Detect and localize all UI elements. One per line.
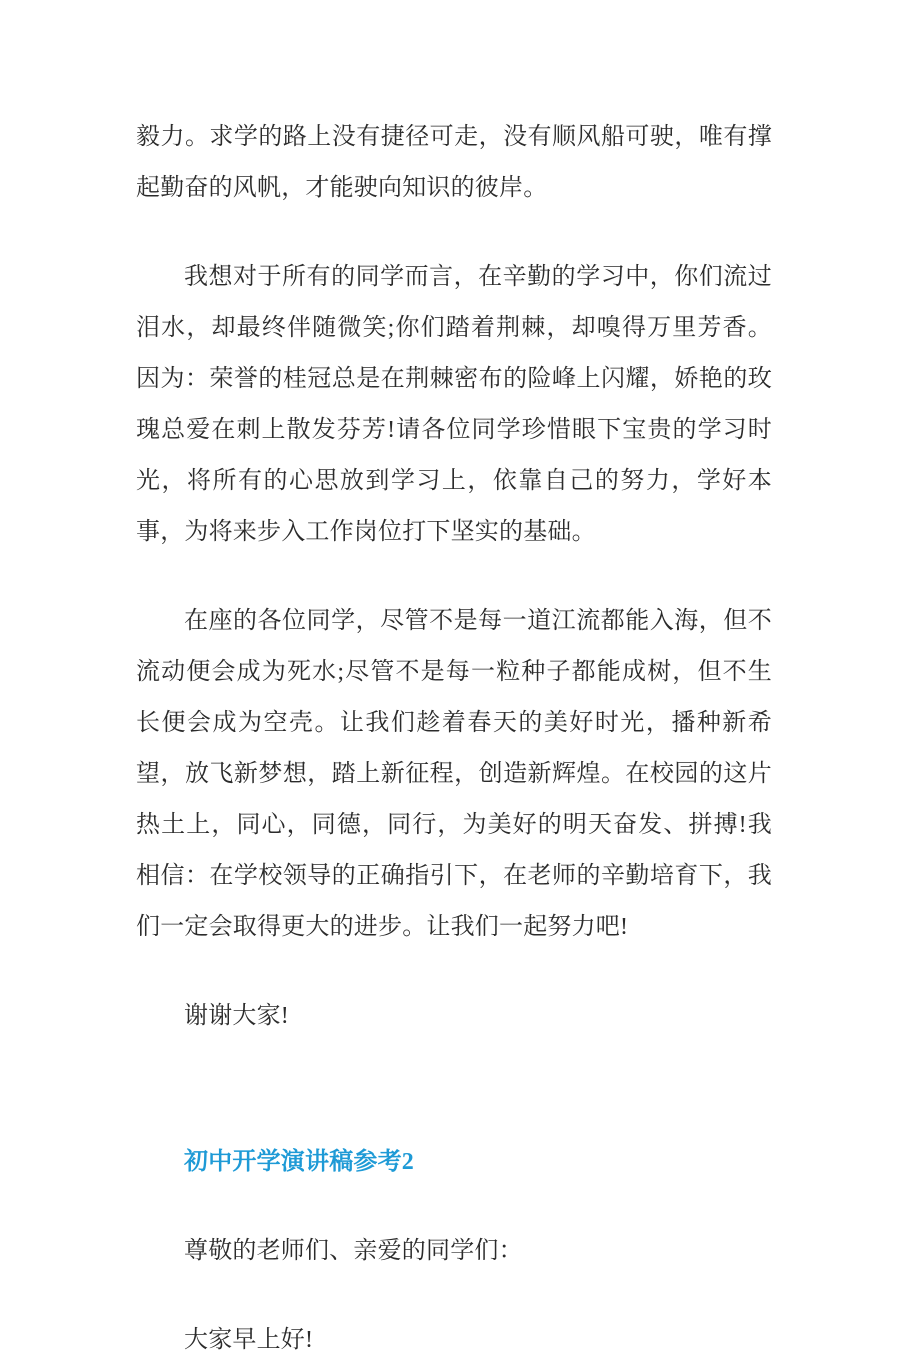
paragraph-thanks: 谢谢大家! — [184, 1003, 289, 1029]
top-spacer — [136, 0, 772, 112]
paragraph-students-tears: 我想对于所有的同学而言，在辛勤的学习中，你们流过泪水，却最终伴随微笑;你们踏着荆棘，却嗅得万里芳香。因为：荣誉的桂冠总是在荆棘密布的险峰上闪耀，娇艳的玫瑰总爱在刺上散发芬芳!请各位同学珍惜眼下宝贵的学习时光，将所有的心思放到学习上，依靠自己的努力，学好本事，为将来步入工作岗位打下坚实的基础。 — [136, 264, 772, 545]
section-heading-speech-2: 初中开学演讲稿参考2 — [184, 1149, 414, 1175]
paragraph-continuation: 毅力。求学的路上没有捷径可走，没有顺风船可驶，唯有撑起勤奋的风帆，才能驶向知识的彼岸。 — [136, 124, 772, 201]
paragraph-greeting: 大家早上好! — [184, 1327, 314, 1353]
paragraph-rivers-seeds: 在座的各位同学，尽管不是每一道江流都能入海，但不流动便会成为死水;尽管不是每一粒种子都能成树，但不生长便会成为空壳。让我们趁着春天的美好时光，播种新希望，放飞新梦想，踏上新征程，创造新辉煌。在校园的这片热土上，同心，同德，同行，为美好的明天奋发、拼搏!我相信：在学校领导的正确指引下，在老师的辛勤培育下，我们一定会取得更大的进步。让我们一起努力吧! — [136, 608, 772, 940]
paragraph-salutation: 尊敬的老师们、亲爱的同学们： — [184, 1238, 523, 1264]
paragraph-gap — [136, 214, 772, 252]
heading-gap — [136, 1182, 772, 1226]
document-body — [136, 0, 772, 1366]
paragraph-gap — [136, 1277, 772, 1315]
paragraph-gap — [136, 953, 772, 991]
section-gap — [136, 1042, 772, 1142]
paragraph-gap — [136, 558, 772, 596]
